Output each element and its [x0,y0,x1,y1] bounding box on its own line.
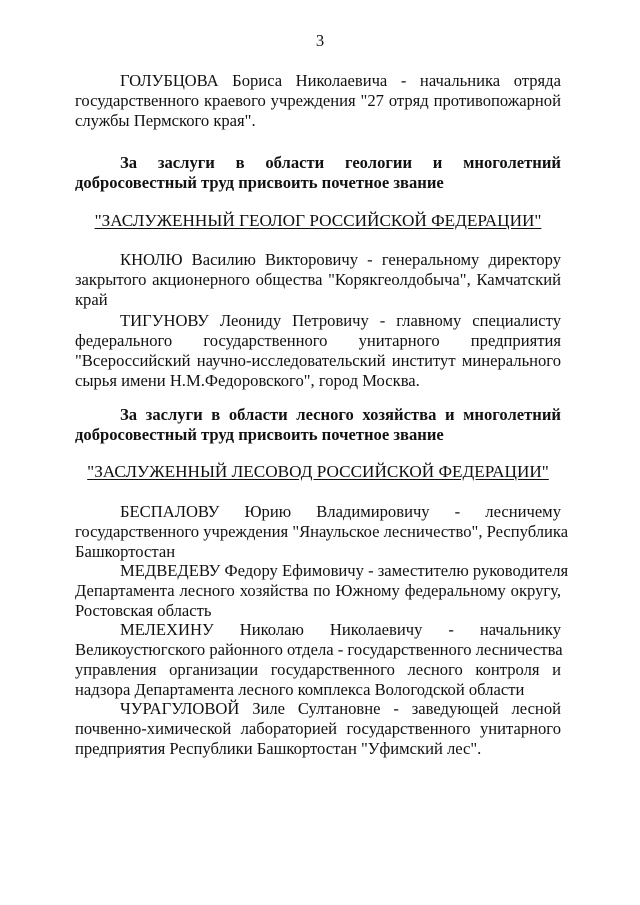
text-line: Ростовская область [75,601,212,620]
text-line: государственного краевого учреждения "27 отряд противопожарной [75,91,561,110]
text-line: управления организации государственного лесного контроля и [75,660,561,679]
text-line: За заслуги в области геологии и многолетний [120,153,561,172]
text-line: закрытого акционерного общества "Корякгеолдобыча", Камчатский [75,270,561,289]
text-line: МЕЛЕХИНУ Николаю Николаевичу - начальнику [120,620,561,639]
award-entry-tigunov [75,311,561,391]
section-intro-forestry [75,405,561,445]
text-line: Башкортостан [75,542,176,561]
text-line: почвенно-химической лабораторией государственного унитарного [75,719,561,738]
text-line: государственного учреждения "Янаульское лесничество", Республика [75,522,569,541]
award-title-geologist: "ЗАСЛУЖЕННЫЙ ГЕОЛОГ РОССИЙСКОЙ ФЕДЕРАЦИИ" [94,211,542,230]
text-line: ГОЛУБЦОВА Бориса Николаевича - начальника отряда [120,71,561,90]
page-number: 3 [315,31,325,50]
text-line: добросовестный труд присвоить почетное звание [75,425,444,444]
text-line: службы Пермского края". [75,111,256,130]
text-line: Департамента лесного хозяйства по Южному федеральному округу, [75,581,561,600]
text-line: предприятия Республики Башкортостан "Уфимский лес". [75,739,482,758]
text-line: ТИГУНОВУ Леониду Петровичу - главному специалисту [120,311,561,330]
award-entry-golubtsova [75,71,561,131]
text-line: ЧУРАГУЛОВОЙ Зиле Султановне - заведующей лесной [120,699,561,718]
text-line: добросовестный труд присвоить почетное звание [75,173,444,192]
award-entry-medvedev [75,561,569,621]
text-line: За заслуги в области лесного хозяйства и многолетний [120,405,561,424]
text-line: БЕСПАЛОВУ Юрию Владимировичу - лесничему [120,502,561,521]
text-line: Великоустюгского районного отдела - государственного лесничества [75,640,563,659]
text-line: сырья имени Н.М.Федоровского", город Москва. [75,371,420,390]
award-entry-melekhin [75,620,561,700]
section-intro-geology [75,153,561,193]
text-line: федерального государственного унитарного предприятия [75,331,561,350]
text-line: край [75,290,108,309]
award-entry-knolyu [75,250,561,310]
text-line: МЕДВЕДЕВУ Федору Ефимовичу - заместителю руководителя [120,561,569,580]
text-line: "Всероссийский научно-исследовательский институт минерального [75,351,561,370]
award-entry-bespalov [75,502,569,562]
text-line: надзора Департамента лесного комплекса Вологодской области [75,680,525,699]
award-entry-churagulova [75,699,561,759]
award-title-forester: "ЗАСЛУЖЕННЫЙ ЛЕСОВОД РОССИЙСКОЙ ФЕДЕРАЦИИ" [87,462,549,481]
text-line: КНОЛЮ Василию Викторовичу - генеральному директору [120,250,561,269]
